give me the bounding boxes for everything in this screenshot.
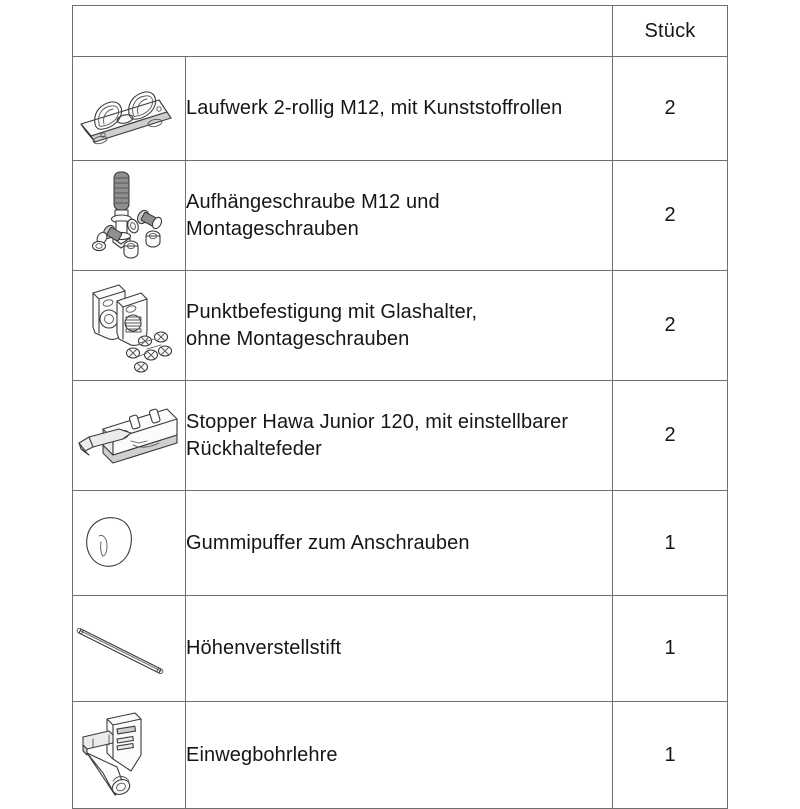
part-quantity-cell: 1: [613, 596, 728, 702]
part-quantity-cell: 2: [613, 271, 728, 381]
header-cell-quantity: Stück: [613, 6, 728, 57]
rubber-buffer-illustration: [73, 508, 185, 578]
part-quantity-cell: 2: [613, 57, 728, 161]
part-description-cell: [186, 57, 613, 161]
part-image-cell: [73, 596, 186, 702]
part-quantity-cell: 2: [613, 161, 728, 271]
roller-carriage-2-roll-illustration: [73, 68, 185, 150]
stopper-hawa-junior-120-illustration: [73, 399, 185, 473]
description-line: Einwegbohrlehre: [186, 743, 338, 766]
table-header-row: [73, 6, 728, 57]
height-adjustment-pin-illustration: [73, 619, 185, 679]
part-image-cell: [73, 381, 186, 491]
description-line: Montageschrauben: [186, 217, 359, 240]
part-quantity-cell: 1: [613, 491, 728, 596]
description-line: Höhenverstellstift: [186, 637, 342, 660]
description-line: ohne Montageschrauben: [186, 327, 410, 350]
part-description-cell: [186, 271, 613, 381]
table-row: [73, 491, 728, 596]
part-image-cell: [73, 271, 186, 381]
part-image-cell: [73, 702, 186, 809]
part-description-cell: [186, 596, 613, 702]
table-row: [73, 57, 728, 161]
description-line: Gummipuffer zum Anschrauben: [186, 531, 470, 554]
point-fixing-glass-holder-illustration: [73, 279, 185, 373]
part-description-cell: [186, 161, 613, 271]
header-cell-blank: [73, 6, 613, 57]
table-row: [73, 702, 728, 809]
description-line: Punktbefestigung mit Glashalter,: [186, 301, 478, 324]
table-row: [73, 161, 728, 271]
suspension-bolt-and-mounting-screws-illustration: [73, 168, 185, 264]
part-image-cell: [73, 161, 186, 271]
one-way-drilling-jig-illustration: [73, 709, 185, 801]
part-description-cell: [186, 381, 613, 491]
description-line: Rückhaltefeder: [186, 437, 322, 460]
part-image-cell: [73, 57, 186, 161]
part-description-cell: [186, 491, 613, 596]
part-quantity-cell: 2: [613, 381, 728, 491]
part-description-cell: [186, 702, 613, 809]
parts-list-table: [72, 5, 728, 809]
description-line: Aufhängeschraube M12 und: [186, 191, 440, 214]
part-image-cell: [73, 491, 186, 596]
table-row: [73, 381, 728, 491]
description-line: Stopper Hawa Junior 120, mit einstellbarer: [186, 411, 569, 434]
part-quantity-cell: 1: [613, 702, 728, 809]
table-row: [73, 596, 728, 702]
table-row: [73, 271, 728, 381]
description-line: Laufwerk 2-rollig M12, mit Kunststoffrollen: [186, 97, 563, 120]
